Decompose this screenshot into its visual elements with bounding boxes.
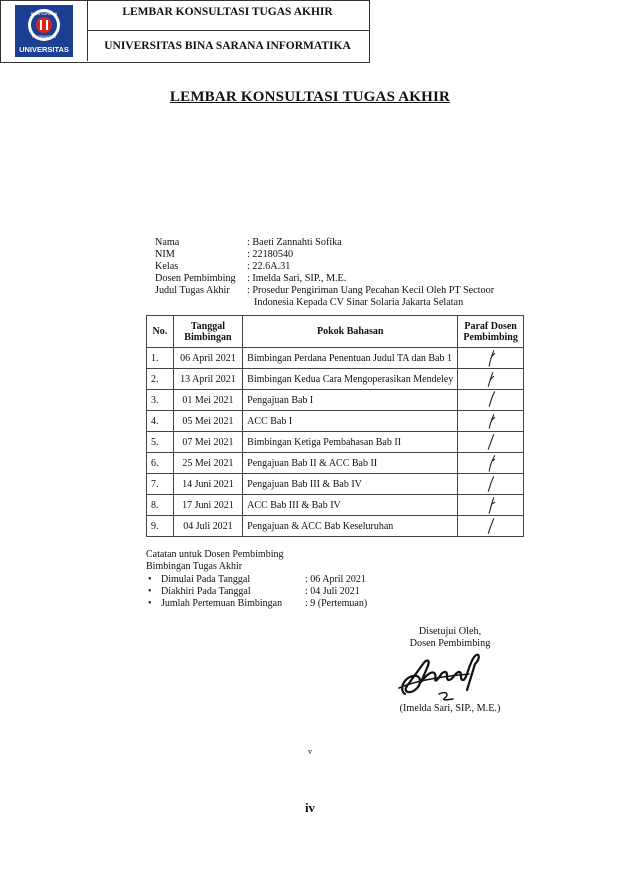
paraf-signature xyxy=(483,474,499,494)
row-topic: Pengajuan Bab I xyxy=(243,390,458,411)
row-paraf xyxy=(458,453,524,474)
paraf-signature xyxy=(483,411,499,431)
info-value: Indonesia Kepada CV Sinar Solaria Jakarta Selatan xyxy=(254,297,464,308)
header-title: LEMBAR KONSULTASI TUGAS AKHIR xyxy=(122,6,333,18)
row-paraf xyxy=(458,495,524,516)
info-label: Kelas xyxy=(155,261,179,272)
logo-text-bottom: INFORMATIKA xyxy=(32,35,56,39)
note-line-2: Bimbingan Tugas Akhir xyxy=(146,561,243,572)
row-number: 8. xyxy=(147,495,174,516)
bullet-dot: • xyxy=(148,574,152,585)
note-item-label: Diakhiri Pada Tanggal xyxy=(161,586,251,597)
row-number: 6. xyxy=(147,453,174,474)
row-paraf xyxy=(458,369,524,390)
table-row xyxy=(147,390,524,411)
row-topic: ACC Bab III & Bab IV xyxy=(243,495,458,516)
header-topic: Pokok Bahasan xyxy=(243,316,458,348)
table-row xyxy=(147,411,524,432)
row-topic: ACC Bab I xyxy=(243,411,458,432)
header-date-line1: Tanggal xyxy=(190,320,225,332)
table-row xyxy=(147,348,524,369)
row-number: 5. xyxy=(147,432,174,453)
header-date xyxy=(173,316,242,348)
row-paraf xyxy=(458,516,524,537)
bullet-dot: • xyxy=(148,598,152,609)
handwritten-signature xyxy=(397,650,482,702)
table-body xyxy=(147,348,524,537)
university-logo xyxy=(15,5,73,57)
table-row xyxy=(147,432,524,453)
table-row xyxy=(147,516,524,537)
row-number: 9. xyxy=(147,516,174,537)
info-label: Dosen Pembimbing xyxy=(155,273,236,284)
info-value: : 22180540 xyxy=(247,249,294,260)
row-number: 3. xyxy=(147,390,174,411)
row-paraf xyxy=(458,474,524,495)
row-paraf xyxy=(458,348,524,369)
header-paraf-line1: Paraf Dosen xyxy=(464,320,517,332)
row-date: 01 Mei 2021 xyxy=(173,390,242,411)
row-date: 04 Juli 2021 xyxy=(173,516,242,537)
table-row xyxy=(147,453,524,474)
row-topic: Bimbingan Perdana Penentuan Judul TA dan Bab 1 xyxy=(243,348,458,369)
row-date: 06 April 2021 xyxy=(173,348,242,369)
table-header-row xyxy=(147,316,524,348)
paraf-signature xyxy=(483,453,499,473)
page-title: LEMBAR KONSULTASI TUGAS AKHIR xyxy=(169,89,451,105)
header-divider xyxy=(87,30,369,31)
row-topic: Bimbingan Ketiga Pembahasan Bab II xyxy=(243,432,458,453)
page-number-small: v xyxy=(308,747,312,756)
paraf-signature xyxy=(483,369,499,389)
table-row xyxy=(147,495,524,516)
row-date: 07 Mei 2021 xyxy=(173,432,242,453)
info-label: Judul Tugas Akhir xyxy=(155,285,230,296)
table-row xyxy=(147,369,524,390)
row-date: 13 April 2021 xyxy=(173,369,242,390)
approval-line-1: Disetujui Oleh, xyxy=(418,626,482,637)
row-topic: Bimbingan Kedua Cara Mengoperasikan Mendeley xyxy=(243,369,458,390)
approval-line-2: Dosen Pembimbing xyxy=(409,638,491,649)
note-item-label: Jumlah Pertemuan Bimbingan xyxy=(161,598,283,609)
page-number: iv xyxy=(304,800,316,815)
note-item-label: Dimulai Pada Tanggal xyxy=(161,574,251,585)
logo-text-top: BINA SARANA xyxy=(30,11,58,16)
row-paraf xyxy=(458,390,524,411)
paraf-signature xyxy=(483,516,499,536)
table-row xyxy=(147,474,524,495)
logo-cell xyxy=(0,0,88,61)
row-paraf xyxy=(458,411,524,432)
info-value: : Baeti Zannahti Sofika xyxy=(247,237,342,248)
header-box xyxy=(0,0,370,63)
row-topic: Pengajuan Bab III & Bab IV xyxy=(243,474,458,495)
paraf-signature xyxy=(483,348,499,368)
row-date: 25 Mei 2021 xyxy=(173,453,242,474)
row-number: 7. xyxy=(147,474,174,495)
info-label: Nama xyxy=(155,237,180,248)
row-number: 2. xyxy=(147,369,174,390)
row-date: 14 Juni 2021 xyxy=(173,474,242,495)
header-paraf-line2: Pembimbing xyxy=(463,331,518,343)
note-item-value: : 04 Juli 2021 xyxy=(305,586,360,597)
row-topic: Pengajuan & ACC Bab Keseluruhan xyxy=(243,516,458,537)
approval-name: (Imelda Sari, SIP., M.E.) xyxy=(399,703,501,714)
note-item-value: : 9 (Pertemuan) xyxy=(305,598,368,609)
paraf-signature xyxy=(483,495,499,515)
note-line-1: Catatan untuk Dosen Pembimbing xyxy=(146,549,284,560)
info-label: NIM xyxy=(155,249,175,260)
header-university: UNIVERSITAS BINA SARANA INFORMATIKA xyxy=(104,40,351,52)
consultation-table xyxy=(146,315,524,537)
row-date: 05 Mei 2021 xyxy=(173,411,242,432)
info-value: : 22.6A.31 xyxy=(247,261,291,272)
note-item-value: : 06 April 2021 xyxy=(305,574,366,585)
row-number: 4. xyxy=(147,411,174,432)
paraf-signature xyxy=(483,432,499,452)
logo-banner: UNIVERSITAS xyxy=(19,45,69,54)
header-paraf xyxy=(458,316,524,348)
row-paraf xyxy=(458,432,524,453)
header-no: No. xyxy=(147,316,174,348)
paraf-signature xyxy=(483,390,499,410)
info-value: : Imelda Sari, SIP., M.E. xyxy=(247,273,347,284)
info-value: : Prosedur Pengiriman Uang Pecahan Kecil Oleh PT Sectoor xyxy=(247,285,495,296)
header-date-line2: Bimbingan xyxy=(184,331,232,343)
row-topic: Pengajuan Bab II & ACC Bab II xyxy=(243,453,458,474)
bullet-dot: • xyxy=(148,586,152,597)
row-date: 17 Juni 2021 xyxy=(173,495,242,516)
row-number: 1. xyxy=(147,348,174,369)
